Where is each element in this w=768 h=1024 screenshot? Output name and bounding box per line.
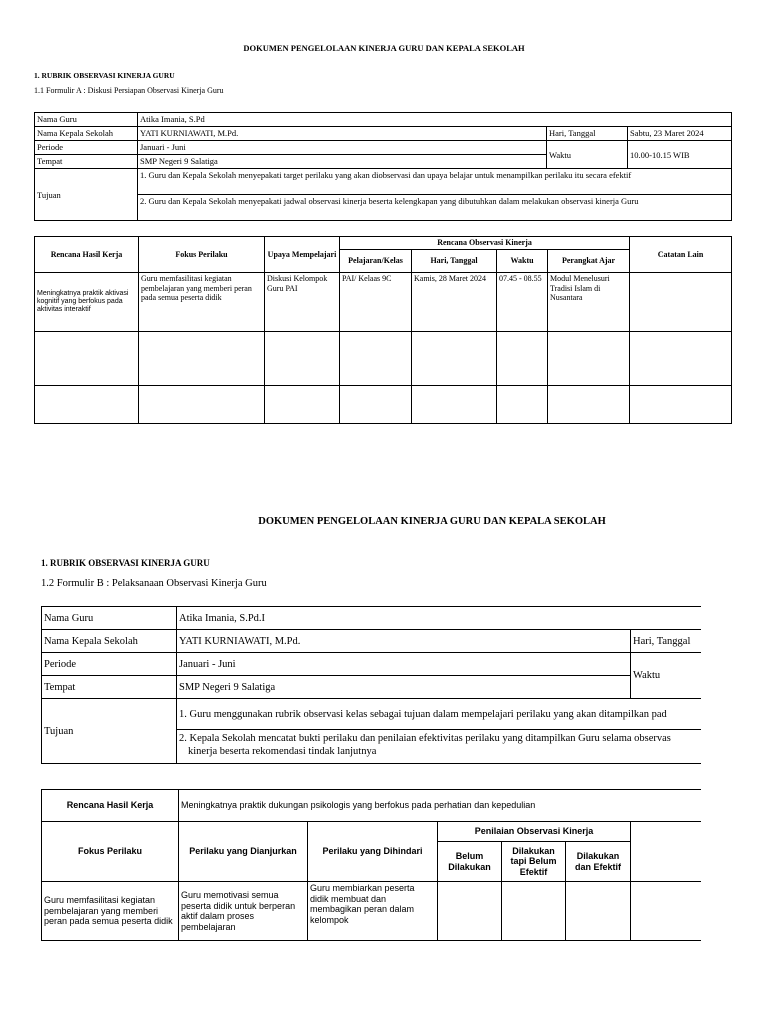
periode-value: Januari - Juni <box>138 141 547 155</box>
col-upaya-header: Upaya Mempelajari <box>265 237 340 273</box>
tempat-label: Tempat <box>35 155 138 169</box>
kepsek-label: Nama Kepala Sekolah <box>35 127 138 141</box>
page-2-section: 1. RUBRIK OBSERVASI KINERJA GURU <box>41 558 210 568</box>
table-row <box>35 386 732 424</box>
page-2-subsection: 1.2 Formulir B : Pelaksanaan Observasi Kinerja Guru <box>41 578 267 589</box>
periode-value: Januari - Juni <box>177 653 631 676</box>
nama-guru-value: Atika Imania, S.Pd <box>138 113 732 127</box>
perangkat-cell: Modul Menelusuri Tradisi Islam di Nusantara <box>548 273 630 332</box>
formulir-b-info-table <box>41 606 701 764</box>
efektif-header: Dilakukan dan Efektif <box>566 842 631 882</box>
rhk-value: Meningkatnya praktik dukungan psikologis yang berfokus pada perhatian dan kepedulian <box>179 790 701 822</box>
col-rencana-header: Rencana Observasi Kinerja <box>340 237 630 250</box>
fokus-cell: Guru memfasilitasi kegiatan pembelajaran yang memberi peran pada semua peserta didik <box>42 882 179 941</box>
tujuan-2 <box>177 730 701 764</box>
col-rhk-header: Rencana Hasil Kerja <box>35 237 139 273</box>
formulir-b-rubric-table <box>41 789 701 941</box>
tujuan-2: 2. Guru dan Kepala Sekolah menyepakati jadwal observasi kinerja beserta kelengkapan yang dibutuhkan dalam melakukan observasi kinerja Guru <box>138 195 732 221</box>
col-waktu-header: Waktu <box>497 250 548 273</box>
upaya-cell: Diskusi Kelompok Guru PAI <box>265 273 340 332</box>
periode-label: Periode <box>35 141 138 155</box>
belum-cell <box>438 882 502 941</box>
tempat-value: SMP Negeri 9 Salatiga <box>138 155 547 169</box>
hari-label: Hari, Tanggal <box>631 630 701 653</box>
col-catatan-header: Catatan Lain <box>630 237 732 273</box>
tapi-cell <box>502 882 566 941</box>
waktu-cell: 07.45 - 08.55 <box>497 273 548 332</box>
tempat-value: SMP Negeri 9 Salatiga <box>177 676 631 699</box>
rhk-label: Rencana Hasil Kerja <box>42 790 179 822</box>
penilaian-header: Penilaian Observasi Kinerja <box>438 822 631 842</box>
kepsek-value: YATI KURNIAWATI, M.Pd. <box>177 630 631 653</box>
table-row <box>35 332 732 386</box>
fokus-cell: Guru memfasilitasi kegiatan pembelajaran yang memberi peran pada semua peserta didik <box>139 273 265 332</box>
nama-guru-value: Atika Imania, S.Pd.I <box>177 607 701 630</box>
tempat-label: Tempat <box>42 676 177 699</box>
catatan-cell <box>630 273 732 332</box>
dihindari-header: Perilaku yang Dihindari <box>308 822 438 882</box>
waktu-label: Waktu <box>631 653 701 699</box>
belum-header: Belum Dilakukan <box>438 842 502 882</box>
hari-cell: Kamis, 28 Maret 2024 <box>412 273 497 332</box>
tujuan-1: 1. Guru dan Kepala Sekolah menyepakati target perilaku yang akan diobservasi dan upaya belajar untuk menampilkan perilaku itu secara efektif <box>138 169 732 195</box>
nama-guru-label: Nama Guru <box>35 113 138 127</box>
tujuan-label: Tujuan <box>35 169 138 221</box>
page-1-section: 1. RUBRIK OBSERVASI KINERJA GURU <box>34 71 175 80</box>
kepsek-value: YATI KURNIAWATI, M.Pd. <box>138 127 547 141</box>
hari-value: Sabtu, 23 Maret 2024 <box>628 127 732 141</box>
hari-label: Hari, Tanggal <box>547 127 628 141</box>
page-2-title: DOKUMEN PENGELOLAAN KINERJA GURU DAN KEPALA SEKOLAH <box>258 516 606 527</box>
tujuan-1: 1. Guru menggunakan rubrik observasi kelas sebagai tujuan dalam mempelajari perilaku yang akan ditampilkan pad <box>177 699 701 730</box>
kepsek-label: Nama Kepala Sekolah <box>42 630 177 653</box>
fokus-header: Fokus Perilaku <box>42 822 179 882</box>
table-row <box>35 273 732 332</box>
periode-label: Periode <box>42 653 177 676</box>
tujuan-2-line-1: 2. Kepala Sekolah mencatat bukti perilaku dan penilaian efektivitas perilaku yang ditampilkan Guru selama observas <box>179 733 671 744</box>
formulir-a-plan-table <box>34 236 732 424</box>
table-row <box>42 882 701 941</box>
col-hari-header: Hari, Tanggal <box>412 250 497 273</box>
col-fokus-header: Fokus Perilaku <box>139 237 265 273</box>
waktu-value: 10.00-10.15 WIB <box>628 141 732 169</box>
dianjurkan-cell: Guru memotivasi semua peserta didik untuk berperan aktif dalam proses pembelajaran <box>179 882 308 941</box>
formulir-a-info-table <box>34 112 732 221</box>
col-perangkat-header: Perangkat Ajar <box>548 250 630 273</box>
waktu-label: Waktu <box>547 141 628 169</box>
tujuan-2-line-2: kinerja beserta rekomendasi tindak lanjutnya <box>188 746 377 757</box>
efektif-cell <box>566 882 631 941</box>
col-pelajaran-header: Pelajaran/Kelas <box>340 250 412 273</box>
dihindari-cell: Guru membiarkan peserta didik membuat dan membagikan peran dalam kelompok <box>308 882 438 941</box>
page-1-title: DOKUMEN PENGELOLAAN KINERJA GURU DAN KEPALA SEKOLAH <box>243 43 525 53</box>
tapi-header: Dilakukan tapi Belum Efektif <box>502 842 566 882</box>
dianjurkan-header: Perilaku yang Dianjurkan <box>179 822 308 882</box>
tujuan-label: Tujuan <box>42 699 177 764</box>
nama-guru-label: Nama Guru <box>42 607 177 630</box>
page-1-subsection: 1.1 Formulir A : Diskusi Persiapan Observasi Kinerja Guru <box>34 86 224 95</box>
pelajaran-cell: PAI/ Kelaas 9C <box>340 273 412 332</box>
rhk-cell: Meningkatnya praktik aktivasi kognitif yang berfokus pada aktivitas interaktif <box>35 273 139 332</box>
